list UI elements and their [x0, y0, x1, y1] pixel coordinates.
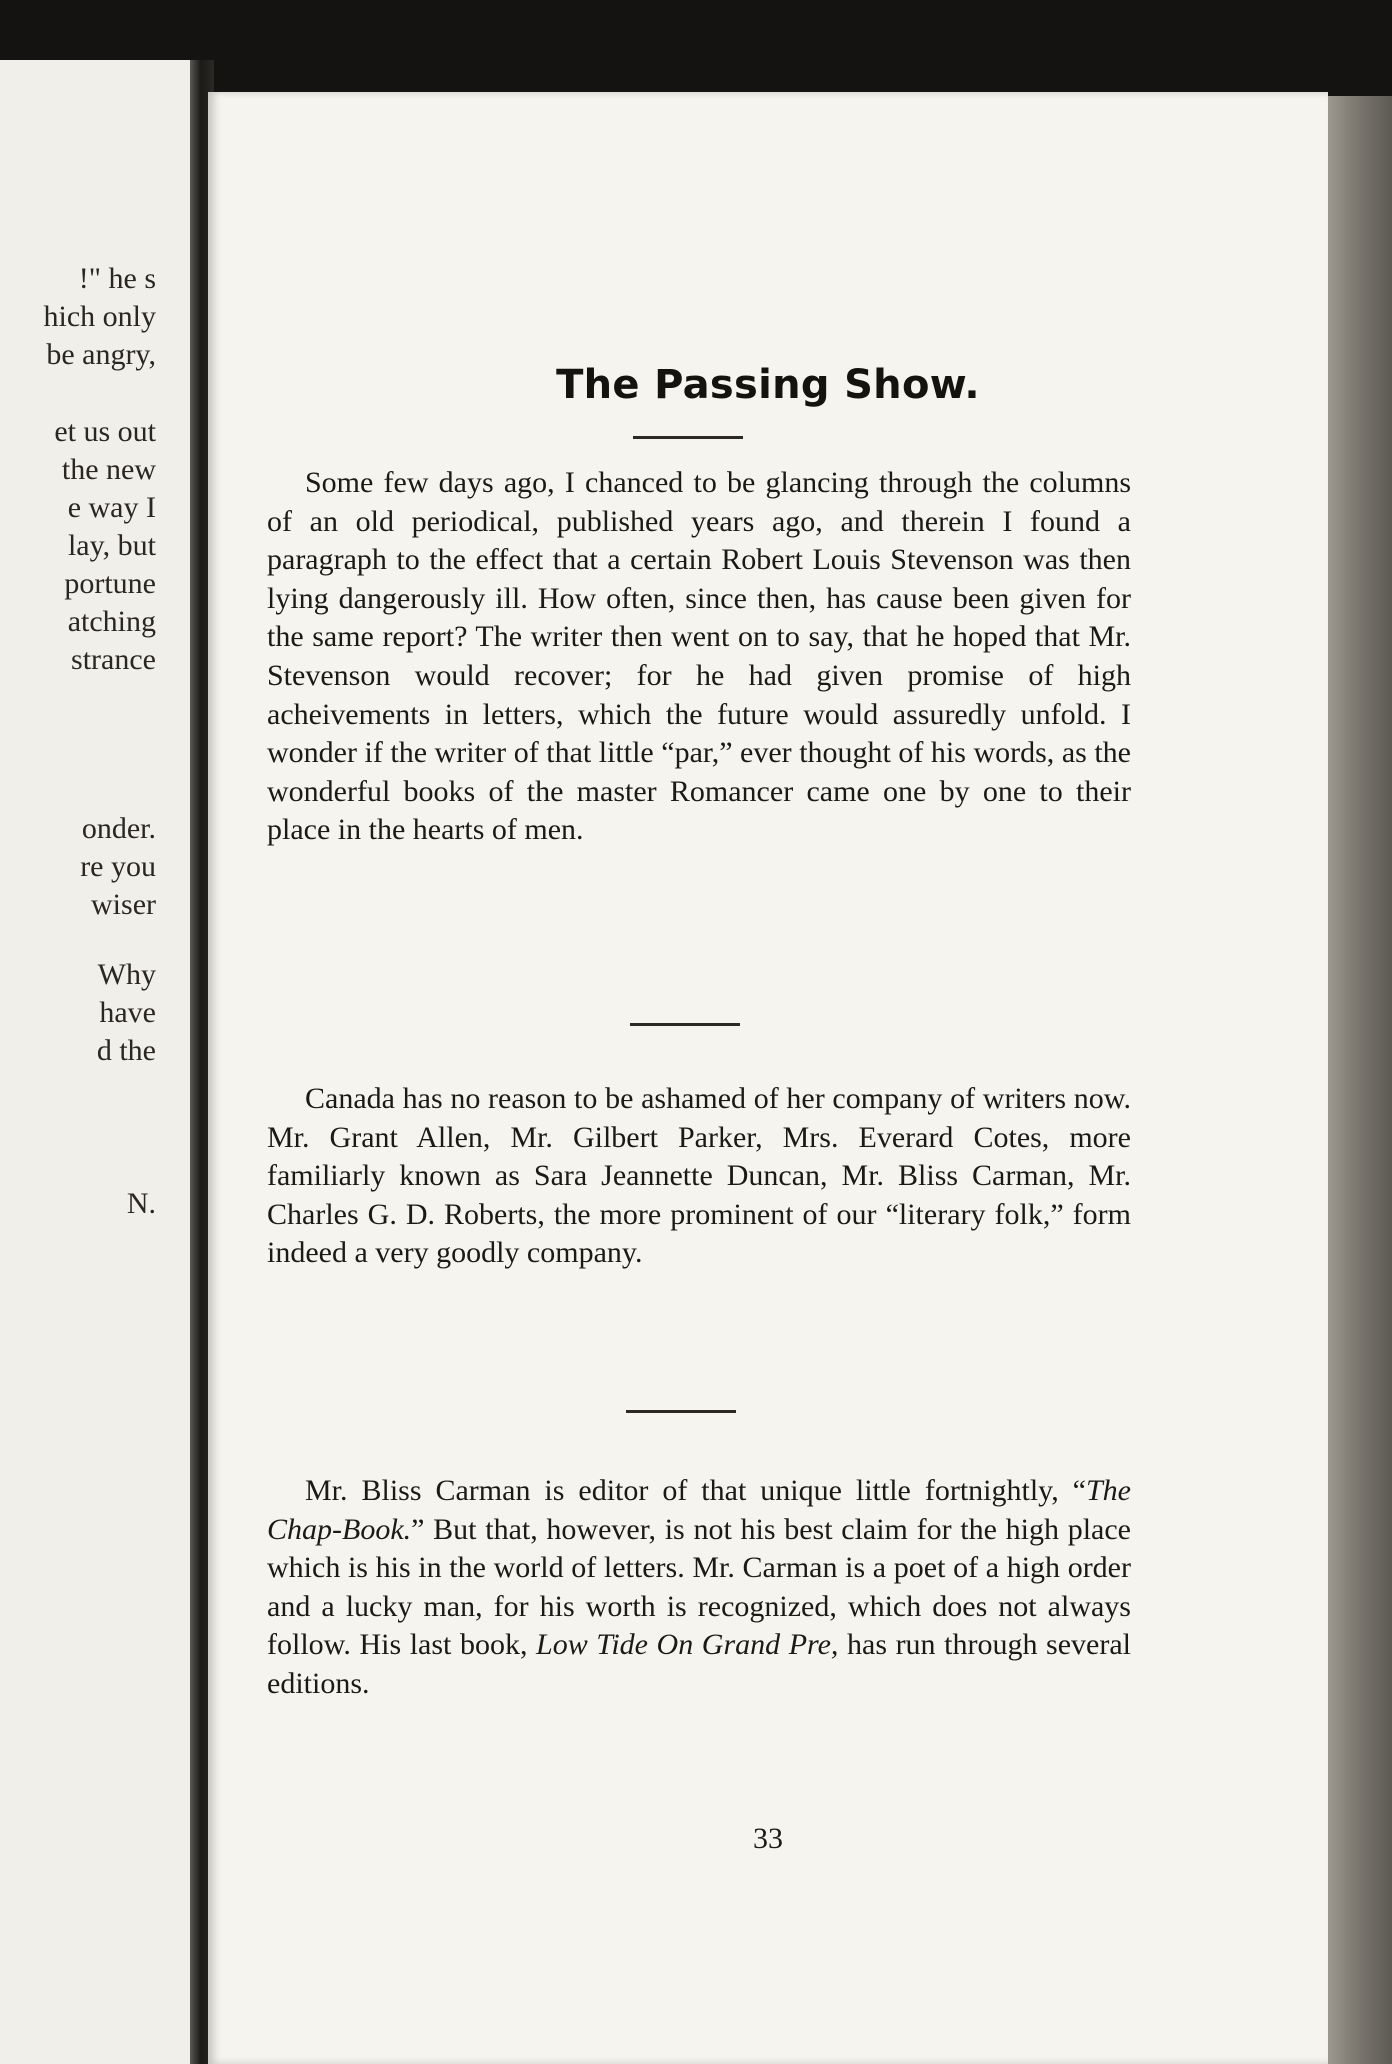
left-page-fragment: portune — [64, 567, 156, 600]
left-page-fragment: strance — [71, 643, 156, 676]
left-page-fragment: e way I — [67, 491, 156, 524]
paragraph-bliss-carman — [267, 1472, 1131, 1704]
left-page-fragment: re you — [80, 850, 156, 883]
book-title-low-tide: Low Tide On Grand Pre, — [536, 1628, 839, 1662]
left-page-fragment: !" he s — [78, 262, 156, 295]
left-page-fragment: atching — [67, 605, 156, 638]
title-divider — [633, 436, 743, 439]
section-divider — [630, 1023, 740, 1026]
left-facing-page — [0, 60, 196, 2064]
paragraph-text: Mr. Bliss Carman is editor of that unique little fortnightly, “ — [305, 1474, 1086, 1507]
paragraph-text: has run through several editions. — [267, 1628, 1131, 1700]
book-page — [208, 92, 1328, 2064]
left-page-fragment: the new — [61, 453, 156, 486]
left-page-fragment: et us out — [54, 415, 156, 448]
left-page-fragment: have — [99, 996, 156, 1029]
left-page-fragment: d the — [96, 1034, 156, 1067]
left-page-fragment: hich only — [43, 300, 156, 333]
book-title-chap-book: The Chap-Book. — [267, 1474, 1131, 1546]
left-page-fragment: wiser — [91, 888, 156, 921]
paragraph-canada-writers: Canada has no reason to be ashamed of her company of writers now. Mr. Grant Allen, Mr. Gilbert Parker, Mrs. Everard Cotes, more familiarly known as Sara Jeannette Duncan, Mr. Bliss Carman, Mr. Charles G. D. Roberts, the more prominent of our “literary folk,” form indeed a very goodly company. — [267, 1082, 1131, 1270]
paragraph-stevenson: Some few days ago, I chanced to be glancing through the columns of an old periodical, published years ago, and therein I found a paragraph to the effect that a certain Robert Louis Stevenson was then lying dangerously ill. How often, since then, has cause been given for the same report? The writer then went on to say, that he hoped that Mr. Stevenson would recover; for he had given promise of high acheivements in letters, which the future would assuredly unfold. I wonder if the writer of that little “par,” ever thought of his words, as the wonderful books of the master Romancer came one by one to their place in the hearts of men. — [267, 466, 1131, 847]
paragraph-text: ” But that, however, is not his best claim for the high place which is his in the world of letters. Mr. Carman is a poet of a high order and a lucky man, for his worth is recognized, which does not always follow. His last book, — [267, 1512, 1131, 1662]
page-number: 33 — [753, 1822, 783, 1855]
left-page-fragment: onder. — [81, 812, 156, 845]
section-divider — [626, 1410, 736, 1413]
page-edge — [1328, 96, 1392, 2064]
left-page-fragment: Why — [97, 958, 156, 991]
left-page-fragment: be angry, — [46, 338, 156, 371]
page-title: The Passing Show. — [556, 362, 980, 408]
left-page-fragment: lay, but — [67, 529, 156, 562]
left-page-fragment: N. — [126, 1187, 156, 1220]
